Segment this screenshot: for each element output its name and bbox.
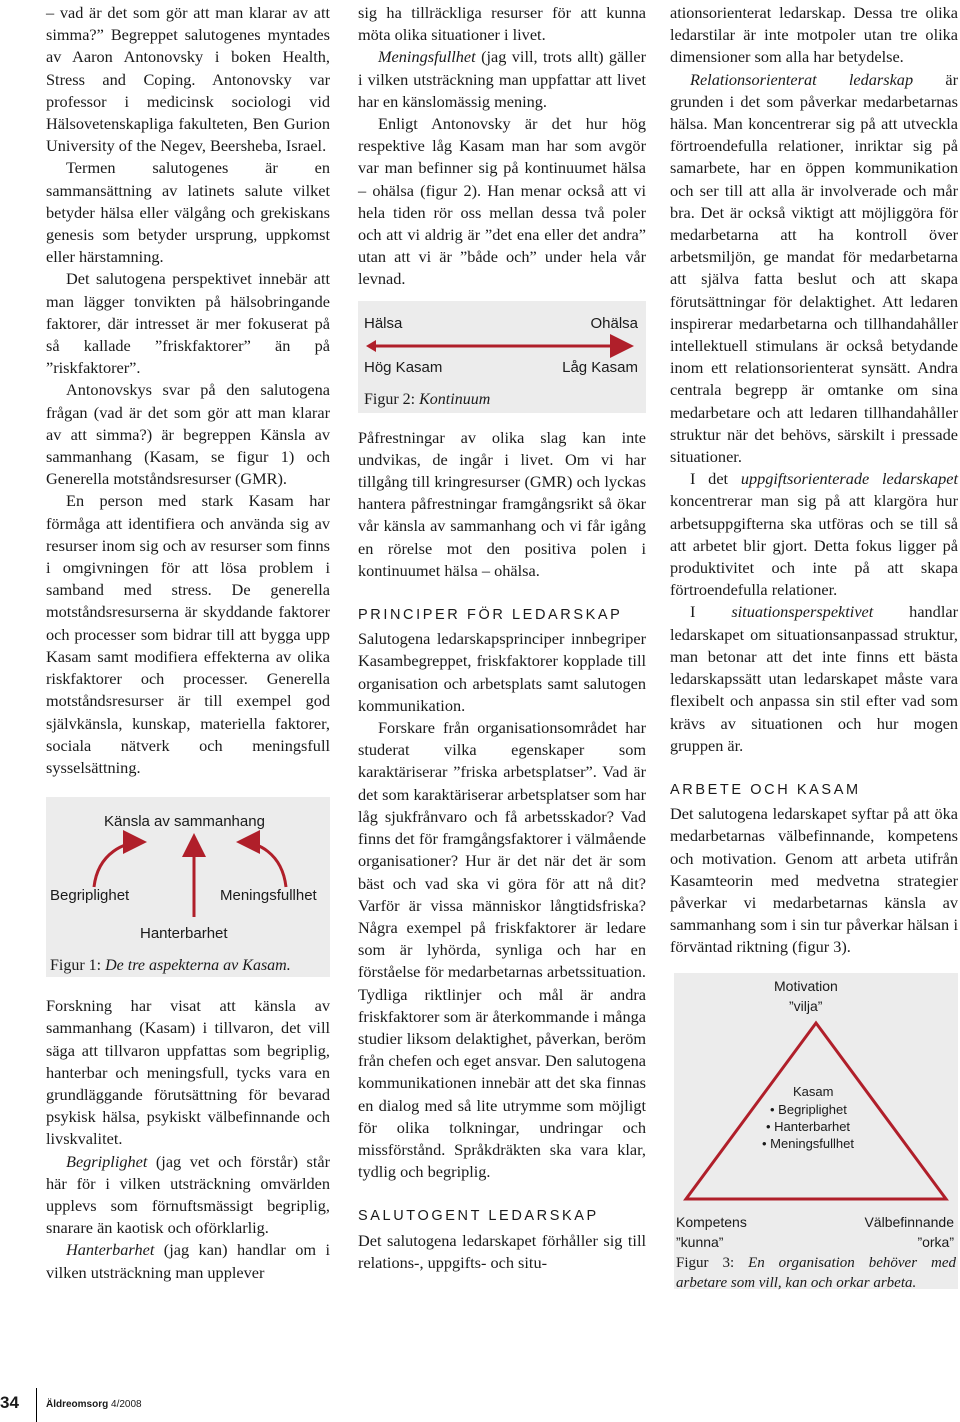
paragraph: sig ha tillräckliga resurser för att kunna möta olika situationer i livet. bbox=[358, 3, 646, 45]
figure-2-pole-left: Hälsa bbox=[364, 314, 403, 332]
paragraph: Påfrestningar av olika slag kan inte undvikas, de ingår i livet. Om vi har tillgång till kringresurser (GMR) och lyckas hantera påfrestningar framgångsrikt så ökar vår känsla av sammanhang och vi får igång en rörelse mot den positiva polen i kontinuumet hälsa – ohälsa. bbox=[358, 427, 646, 580]
section-heading: ARBETE OCH KASAM bbox=[670, 781, 861, 798]
term: situationsperspektivet bbox=[731, 602, 874, 622]
paragraph: Termen salutogenes är en sammansättning av latinets salute vilket betyder hälsa eller välgång och grekiskans genesis som betyder ursprung, uppkomst eller härstamning. bbox=[46, 158, 330, 267]
figure-3-caption bbox=[676, 1253, 956, 1293]
figure-2-caption bbox=[364, 389, 490, 411]
paragraph: Salutogena ledarskapsprinciper innbegriper Kasambegreppet, friskfaktorer kopplade till organisation och arbetsplats samt salutogen kommunikation. bbox=[358, 629, 646, 715]
caption-label: Figur 1: bbox=[50, 957, 106, 975]
figure-3-right-label: Välbefinnande bbox=[864, 1213, 954, 1230]
column-2 bbox=[358, 2, 646, 1274]
figure-1-top-label: Känsla av sammanhang bbox=[104, 813, 265, 831]
paragraph: – vad är det som gör att man klarar av att simma?” Begreppet salutogenes myntades av Aaron Antonovsky i boken Health, Stress and Coping. Antonovsky var professor i medicinsk sociologi vid Hälsovetenskapliga fakulteten, Ben Gurion University of the Negev, Beersheba, Israel. bbox=[46, 3, 330, 156]
paragraph: Det salutogena ledarskapet förhåller sig till relations-, uppgifts- och situ- bbox=[358, 1230, 646, 1272]
paragraph: Enligt Antonovsky är det hur hög respektive låg Kasam man har som avgör var man befinner sig på kontinuumet hälsa – ohälsa (figur 2). Han menar också att vi hela tiden rör oss mellan dessa två poler och att vi aldrig är ”det ena eller det andra” utan att vi är ”både och” under hela vår levnad. bbox=[358, 114, 646, 289]
figure-3-right-sublabel: ”orka” bbox=[917, 1233, 954, 1250]
paragraph: Relationsorienterat ledarskap är grunden i det som påverkar medarbetarnas hälsa. Man koncentrerar sig på att utveckla förtroendefulla relationer, inriktar sig på samarbete, har en öppen kommunikation och ser till att alla är involverade och mår bra. Det är också viktigt att möjliggöra för medarbetarna att ha kontroll över arbetsmiljön, ge mandat för medarbetarna att själva fatta beslut och att skapa förutsättningar för delaktighet. Att ledaren inspirerar medarbetarna och tillhandahåller intellektuell stimulans är också betydande inom ett relationsorienterat synsätt. Andra centrala begrepp är omtanke om sina medarbetare och att ledaren tillhandahåller struktur när det behövs, särskilt i pressade situationer. bbox=[670, 69, 958, 467]
term: uppgiftsorienterade ledarskapet bbox=[740, 469, 958, 489]
figure-1 bbox=[46, 797, 330, 977]
paragraph: Hanterbarhet (jag kan) handlar om i vilken utsträckning man upplever bbox=[46, 1240, 330, 1282]
figure-3-top-label: Motivation bbox=[774, 977, 838, 994]
figure-3-left-sublabel: ”kunna” bbox=[676, 1233, 724, 1250]
journal-name: Äldreomsorg 4/2008 bbox=[46, 1399, 142, 1410]
paragraph: Begriplighet (jag vet och förstår) står här för i vilken utsträckning omvärlden upplevs som förnuftsmässigt begriplig, snarare än kaotisk och oförklarlig. bbox=[46, 1151, 330, 1238]
footer-divider bbox=[36, 1388, 37, 1422]
figure-1-bottom-label: Hanterbarhet bbox=[140, 925, 228, 943]
page-footer bbox=[0, 1385, 960, 1422]
paragraph: Meningsfullhet (jag vill, trots allt) gäller i vilken utsträckning man uppfattar att livet har en känslomässig mening. bbox=[358, 47, 646, 111]
caption-label: Figur 2: bbox=[364, 390, 420, 408]
figure-3-bullet: • Meningsfullhet bbox=[762, 1135, 854, 1151]
figure-2-kasam-high: Hög Kasam bbox=[364, 358, 443, 376]
term: Relationsorienterat ledarskap bbox=[690, 69, 914, 89]
figure-3-bullet: • Hanterbarhet bbox=[766, 1118, 851, 1134]
caption-text: En organisation behöver med arbetare som vill, kan och orkar arbeta. bbox=[676, 1254, 956, 1291]
paragraph: Forskning har visat att känsla av sammanhang (Kasam) i tillvaron, det vill säga att tillvaron uppfattas som begriplig, hanterbar och meningsfull, tycks vara en grundläggande förutsättning för bevarad psykisk hälsa, psykiskt välbefinnande och livskvalitet. bbox=[46, 996, 330, 1149]
figure-3-bullet: • Begriplighet bbox=[770, 1101, 847, 1117]
paragraph: Forskare från organisationsområdet har studerat vilka egenskaper som karaktäriserar ”friska arbetsplatser”. Vad är det som karaktäriserar arbetsplatser som har låg sjukfrånvaro och få arbetsskador? Vad finns det för framgångsfaktorer i välmående organisationer? Hur är det när det är som bäst och vad ska vi göra för att nå dit? Varför är vissa människor långtidsfriska? Några exempel på friskfaktorer är ledare som är lyhörda, synliga och har en förståelse för medarbetarnas arbetssituation. Tydliga riktlinjer och mål är andra friskfaktorer som är återkommande i många studier liksom delaktighet, påverkan, beröm från chefen och eget ansvar. Den salutogena kommunikationen innebär att det ska finnas en dialog med så lite utrymme som möjligt för olika tolkningar, undringar och missförstånd. Språkdräkten ska vara klar, tydlig och begriplig. bbox=[358, 718, 646, 1182]
paragraph: Antonovskys svar på den salutogena frågan (vad är det som gör att man klarar av att simma?) är begreppen Känsla av sammanhang (Kasam, se figur 1) och Generella motståndsresurser (GMR). bbox=[46, 380, 330, 489]
term: Hanterbarhet bbox=[66, 1240, 155, 1260]
figure-3-top-sublabel: ”vilja” bbox=[789, 997, 823, 1014]
figure-3 bbox=[674, 973, 958, 1289]
issue: 4/2008 bbox=[111, 1399, 142, 1410]
paragraph: Det salutogena ledarskapet syftar på att öka medarbetarnas välbefinnande, kompetens och motivation. Genom att arbeta utifrån Kasamteorin med medvetna strategier påverkar vi medarbetarnas känsla av sammanhang som i sin tur påverkar hälsan i förväntad riktning (figur 3). bbox=[670, 804, 958, 957]
figure-2-pole-right: Ohälsa bbox=[590, 314, 638, 332]
figure-1-left-label: Begriplighet bbox=[50, 887, 130, 905]
figure-2 bbox=[358, 301, 646, 413]
caption-label: Figur 3: bbox=[676, 1254, 749, 1271]
paragraph: I situationsperspektivet handlar ledarskapet om situationsanpassad struktur, man betonar att det inte finns ett bästa ledarskapssätt utan ledarskapet måste vara flexibelt och anpassa sin stil efter vad som krävs av situationen och hur mogen gruppen är. bbox=[670, 602, 958, 755]
paragraph: ationsorienterat ledarskap. Dessa tre olika ledarstilar är inte motpoler utan tre olika dimensioner som alla har betydelse. bbox=[670, 3, 958, 67]
paragraph: I det uppgiftsorienterade ledarskapet koncentrerar man sig på att klargöra hur arbetsuppgifterna ska utföras och se till så att arbetet blir gjort. Detta fokus ligger på produktivitet och inte på att skapa förtroendefulla relationer. bbox=[670, 469, 958, 600]
figure-1-right-label: Meningsfullhet bbox=[220, 887, 317, 905]
caption-text: Kontinuum bbox=[419, 390, 491, 408]
figure-2-kasam-low: Låg Kasam bbox=[562, 358, 638, 376]
column-3 bbox=[670, 2, 958, 1289]
paragraph: Det salutogena perspektivet innebär att man lägger tonvikten på hälsobringande faktorer, där intresset är mer fokuserat på så kallade ”friskfaktorer” än på ”riskfaktorer”. bbox=[46, 269, 330, 378]
term: Begriplighet bbox=[66, 1151, 148, 1171]
term: Meningsfullhet bbox=[378, 47, 476, 67]
section-heading: PRINCIPER FÖR LEDARSKAP bbox=[358, 607, 623, 624]
caption-text: De tre aspekterna av Kasam. bbox=[105, 957, 291, 975]
column-1 bbox=[46, 2, 330, 1284]
page-number: 34 bbox=[0, 1393, 19, 1412]
paragraph: En person med stark Kasam har förmåga att identifiera och använda sig av resurser inom sig och av resurser som finns i omgivningen för att lösa problem i samband med stress. De generella motståndsresurserna är skyddande faktorer och processer som bidrar till att bygga upp Kasam samt modifiera effekterna av olika riskfaktorer och processer. Generella motståndsresurser är till exempel god självkänsla, kunskap, materiella faktorer, sociala nätverk och meningsfull sysselsättning. bbox=[46, 491, 330, 777]
section-heading: SALUTOGENT LEDARSKAP bbox=[358, 1208, 599, 1225]
figure-3-left-label: Kompetens bbox=[676, 1213, 747, 1230]
figure-1-caption bbox=[50, 955, 291, 977]
figure-3-center-title: Kasam bbox=[793, 1083, 834, 1099]
